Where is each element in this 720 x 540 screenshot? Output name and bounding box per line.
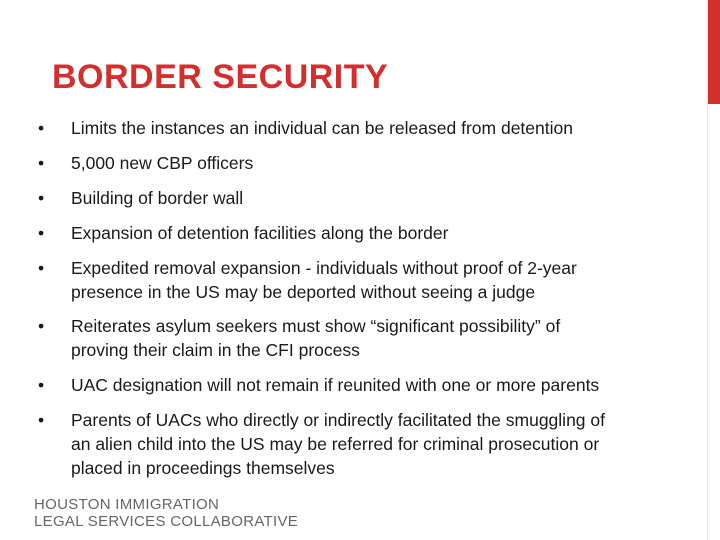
bullet-text: Reiterates asylum seekers must show “significant possibility” of proving their claim in the CFI process	[71, 316, 561, 360]
logo-line-2: LEGAL SERVICES COLLABORATIVE	[34, 513, 299, 530]
bullet-dot: •	[38, 375, 45, 395]
bullet-dot: •	[38, 316, 45, 336]
bullet-text: Building of border wall	[71, 188, 244, 208]
bullet-text: 5,000 new CBP officers	[71, 153, 254, 173]
bullet-text: Limits the instances an individual can be released from detention	[71, 118, 573, 138]
bullet-item	[38, 373, 688, 397]
bullet-text: Expansion of detention facilities along the border	[71, 223, 449, 243]
bullet-dot: •	[38, 188, 45, 208]
bullet-item	[38, 408, 688, 480]
bullet-dot: •	[38, 410, 45, 430]
bullet-text: Expedited removal expansion - individuals without proof of 2-year presence in the US may be deported without seeing a judge	[71, 258, 577, 302]
bullet-dot: •	[38, 258, 45, 278]
slide-title: BORDER SECURITY	[52, 58, 389, 96]
organization-logo	[34, 496, 298, 530]
bullet-dot: •	[38, 118, 45, 138]
bullet-text: UAC designation will not remain if reunited with one or more parents	[71, 375, 600, 395]
red-accent-bar	[708, 0, 720, 104]
bullet-item	[38, 221, 688, 245]
bullet-item	[38, 151, 688, 175]
bullet-dot: •	[38, 153, 45, 173]
bullet-dot: •	[38, 223, 45, 243]
bullet-item	[38, 116, 688, 140]
bullet-item	[38, 256, 688, 304]
bullet-item	[38, 186, 688, 210]
bullet-text: Parents of UACs who directly or indirectly facilitated the smuggling of an alien child into the US may be referred for criminal prosecution or placed in proceedings themselves	[71, 410, 605, 478]
bullet-item	[38, 314, 688, 362]
logo-line-1: HOUSTON IMMIGRATION	[34, 496, 220, 513]
